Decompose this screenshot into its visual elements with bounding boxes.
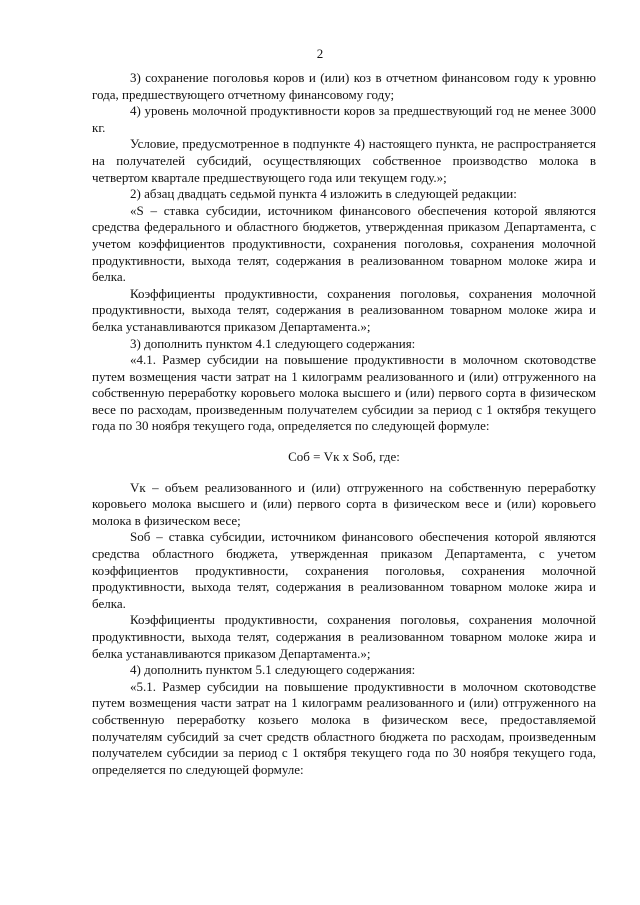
paragraph-amendment-3: 3) дополнить пунктом 4.1 следующего содержания: xyxy=(130,335,416,351)
paragraph-coefficients-1: Коэффициенты продуктивности, сохранения поголовья, сохранения молочной продуктивности, выхода телят, содержания в реализованном товарном молоке жира и белка устанавливаются приказом Департамента.»; xyxy=(92,285,596,334)
paragraph-amendment-2: 2) абзац двадцать седьмой пункта 4 изложить в следующей редакции: xyxy=(130,186,517,202)
page-number: 2 xyxy=(316,46,324,61)
paragraph-item-4-milk-yield: 4) уровень молочной продуктивности коров за предшествующий год не менее 3000 кг. xyxy=(92,103,596,135)
paragraph-condition: Условие, предусмотренное в подпункте 4) настоящего пункта, не распространяется на получателей субсидий, осуществляющих собственное производство молока в четвертом квартале предшествующего года или текущем году.»; xyxy=(92,136,596,185)
formula: Соб = Vк х Sоб, где: xyxy=(288,449,400,465)
paragraph-item-3-herd-preservation: 3) сохранение поголовья коров и (или) коз в отчетном финансовом году к уровню года, предшествующего отчетному финансовому году; xyxy=(92,70,596,102)
paragraph-sob-definition: Sоб – ставка субсидии, источником финансового обеспечения которой являются средства областного бюджета, утвержденная приказом Департамента, с учетом коэффициентов продуктивности, сохранения поголовья, сохранения молочной продуктивности, выхода телят, содержания в реализованном товарном молоке жира и белка. xyxy=(92,529,596,611)
document-body xyxy=(92,70,596,778)
paragraph-clause-5-1: «5.1. Размер субсидии на повышение продуктивности в молочном скотоводстве путем возмещения части затрат на 1 килограмм реализованного и (или) отгруженного на собственную переработку козьего молока в физическом весе, предоставляемой получателям субсидий за счет средств областного бюджета по расходам, произведенным получателем субсидии за период с 1 октября текущего года по 30 ноября текущего года, определяется по следующей формуле: xyxy=(92,678,596,777)
paragraph-coefficients-2: Коэффициенты продуктивности, сохранения поголовья, сохранения молочной продуктивности, выхода телят, содержания в реализованном товарном молоке жира и белка устанавливаются приказом Департамента.»; xyxy=(92,612,596,661)
paragraph-vk-definition: Vк – объем реализованного и (или) отгруженного на собственную переработку коровьего молока высшего и (или) первого сорта в физическом весе и (или) коровьего молока в физическом весе; xyxy=(92,479,596,528)
paragraph-clause-4-1: «4.1. Размер субсидии на повышение продуктивности в молочном скотоводстве путем возмещения части затрат на 1 килограмм реализованного и (или) отгруженного на собственную переработку коровьего молока высшего и (или) первого сорта в физическом весе по расходам, произведенным получателем субсидии за период с 1 октября текущего года по 30 ноября текущего года, определяется по следующей формуле: xyxy=(92,352,596,434)
paragraph-s-rate-definition: «S – ставка субсидии, источником финансового обеспечения которой являются средства федерального и областного бюджетов, утвержденная приказом Департамента, с учетом коэффициентов продуктивности, сохранения поголовья, сохранения молочной продуктивности, выхода телят, содержания в реализованном товарном молоке жира и белка. xyxy=(92,202,596,285)
paragraph-amendment-4: 4) дополнить пунктом 5.1 следующего содержания: xyxy=(130,662,416,678)
